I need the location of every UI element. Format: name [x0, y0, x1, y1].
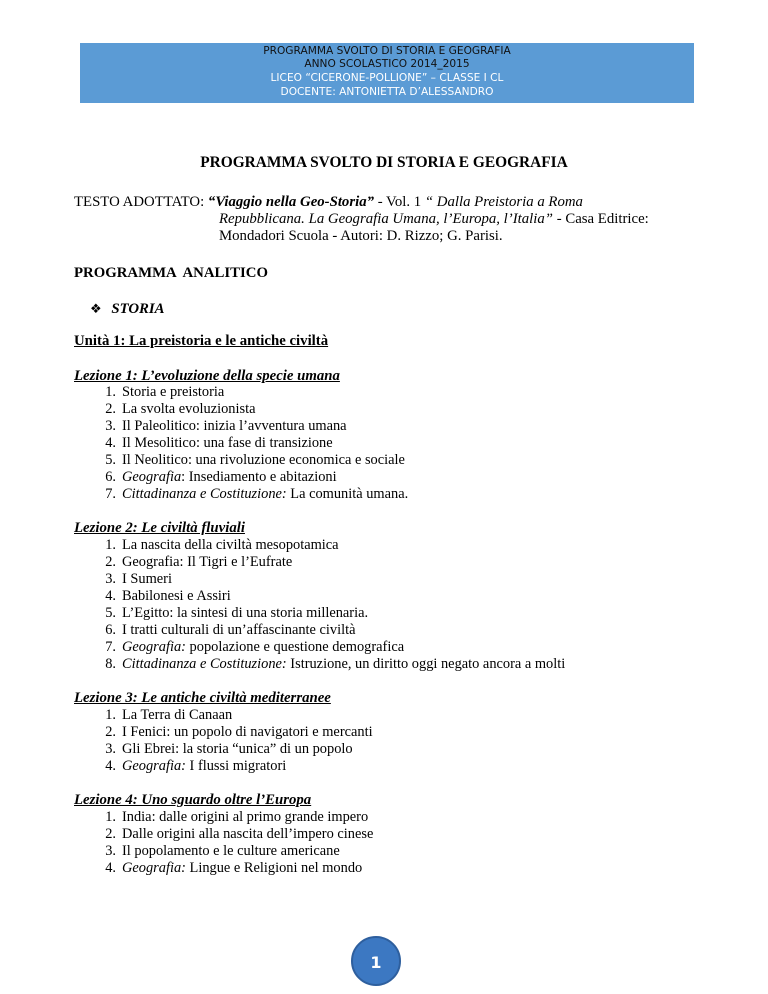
testo-label: TESTO ADOTTATO:	[74, 194, 205, 210]
book-subtitle-b: Repubblicana. La Geografia Umana, l’Europa, l’Italia”	[219, 211, 554, 227]
list-item: 5. Il Neolitico: una rivoluzione economica e sociale	[105, 452, 405, 468]
list-item: 5. L’Egitto: la sintesi di una storia millenaria.	[105, 605, 369, 621]
programma-label: PROGRAMMA ANALITICO	[74, 265, 269, 281]
book-title: “Viaggio nella Geo-Storia”	[207, 194, 374, 210]
list-item: 4. Babilonesi e Assiri	[105, 588, 231, 604]
list-item: 4. Geografia: I flussi migratori	[105, 758, 287, 774]
book-volume: - Vol. 1	[374, 194, 425, 210]
list-item: 3. Il popolamento e le culture americane	[105, 843, 340, 859]
header-line-1: PROGRAMMA SVOLTO DI STORIA E GEOGRAFIA	[263, 45, 511, 57]
header-line-4: DOCENTE: ANTONIETTA D’ALESSANDRO	[280, 86, 494, 98]
list-item: 1. La nascita della civiltà mesopotamica	[105, 537, 339, 553]
list-item: 6. I tratti culturali di un’affascinante civiltà	[105, 622, 356, 638]
list-item: 2. Dalle origini alla nascita dell’impero cinese	[105, 826, 374, 842]
page-number-badge	[351, 936, 401, 986]
lesson-title: Lezione 4: Uno sguardo oltre l’Europa	[74, 792, 312, 808]
page-number: 1	[370, 953, 382, 972]
header-line-3: LICEO “CICERONE-POLLIONE” – CLASSE I CL	[270, 72, 504, 84]
section-title: STORIA	[111, 301, 165, 317]
list-item: 3. I Sumeri	[105, 571, 172, 587]
list-item: 2. La svolta evoluzionista	[105, 401, 256, 417]
list-item: 6. Geografia: Insediamento e abitazioni	[105, 469, 337, 485]
testo-line-3: Mondadori Scuola - Autori: D. Rizzo; G. Parisi.	[219, 228, 503, 244]
list-item: 1. Storia e preistoria	[105, 384, 225, 400]
lesson-title: Lezione 3: Le antiche civiltà mediterranee	[74, 690, 331, 706]
unit-title: Unità 1: La preistoria e le antiche civiltà	[74, 333, 329, 349]
list-item: 7. Cittadinanza e Costituzione: La comunità umana.	[105, 486, 409, 502]
diamond-bullet-icon: ❖	[90, 302, 102, 317]
list-item: 2. Geografia: Il Tigri e l’Eufrate	[105, 554, 293, 570]
list-item: 3. Gli Ebrei: la storia “unica” di un popolo	[105, 741, 353, 757]
list-item: 4. Il Mesolitico: una fase di transizione	[105, 435, 333, 451]
list-item: 7. Geografia: popolazione e questione demografica	[105, 639, 405, 655]
book-subtitle-a: “ Dalla Preistoria a Roma	[424, 194, 583, 210]
list-item: 1. India: dalle origini al primo grande impero	[105, 809, 369, 825]
page-header	[80, 43, 694, 103]
testo-line-1	[74, 194, 583, 211]
section-heading	[90, 301, 165, 318]
publisher-a: - Casa Editrice:	[553, 211, 649, 227]
list-item: 1. La Terra di Canaan	[105, 707, 233, 723]
header-line-2: ANNO SCOLASTICO 2014_2015	[304, 58, 470, 70]
document-title: PROGRAMMA SVOLTO DI STORIA E GEOGRAFIA	[200, 154, 568, 171]
list-item: 4. Geografia: Lingue e Religioni nel mondo	[105, 860, 363, 876]
testo-line-2	[219, 211, 649, 228]
list-item: 3. Il Paleolitico: inizia l’avventura umana	[105, 418, 347, 434]
list-item: 8. Cittadinanza e Costituzione: Istruzione, un diritto oggi negato ancora a molti	[105, 656, 566, 672]
lesson-title: Lezione 1: L’evoluzione della specie umana	[74, 368, 340, 384]
list-item: 2. I Fenici: un popolo di navigatori e mercanti	[105, 724, 373, 740]
lesson-title: Lezione 2: Le civiltà fluviali	[74, 520, 245, 536]
